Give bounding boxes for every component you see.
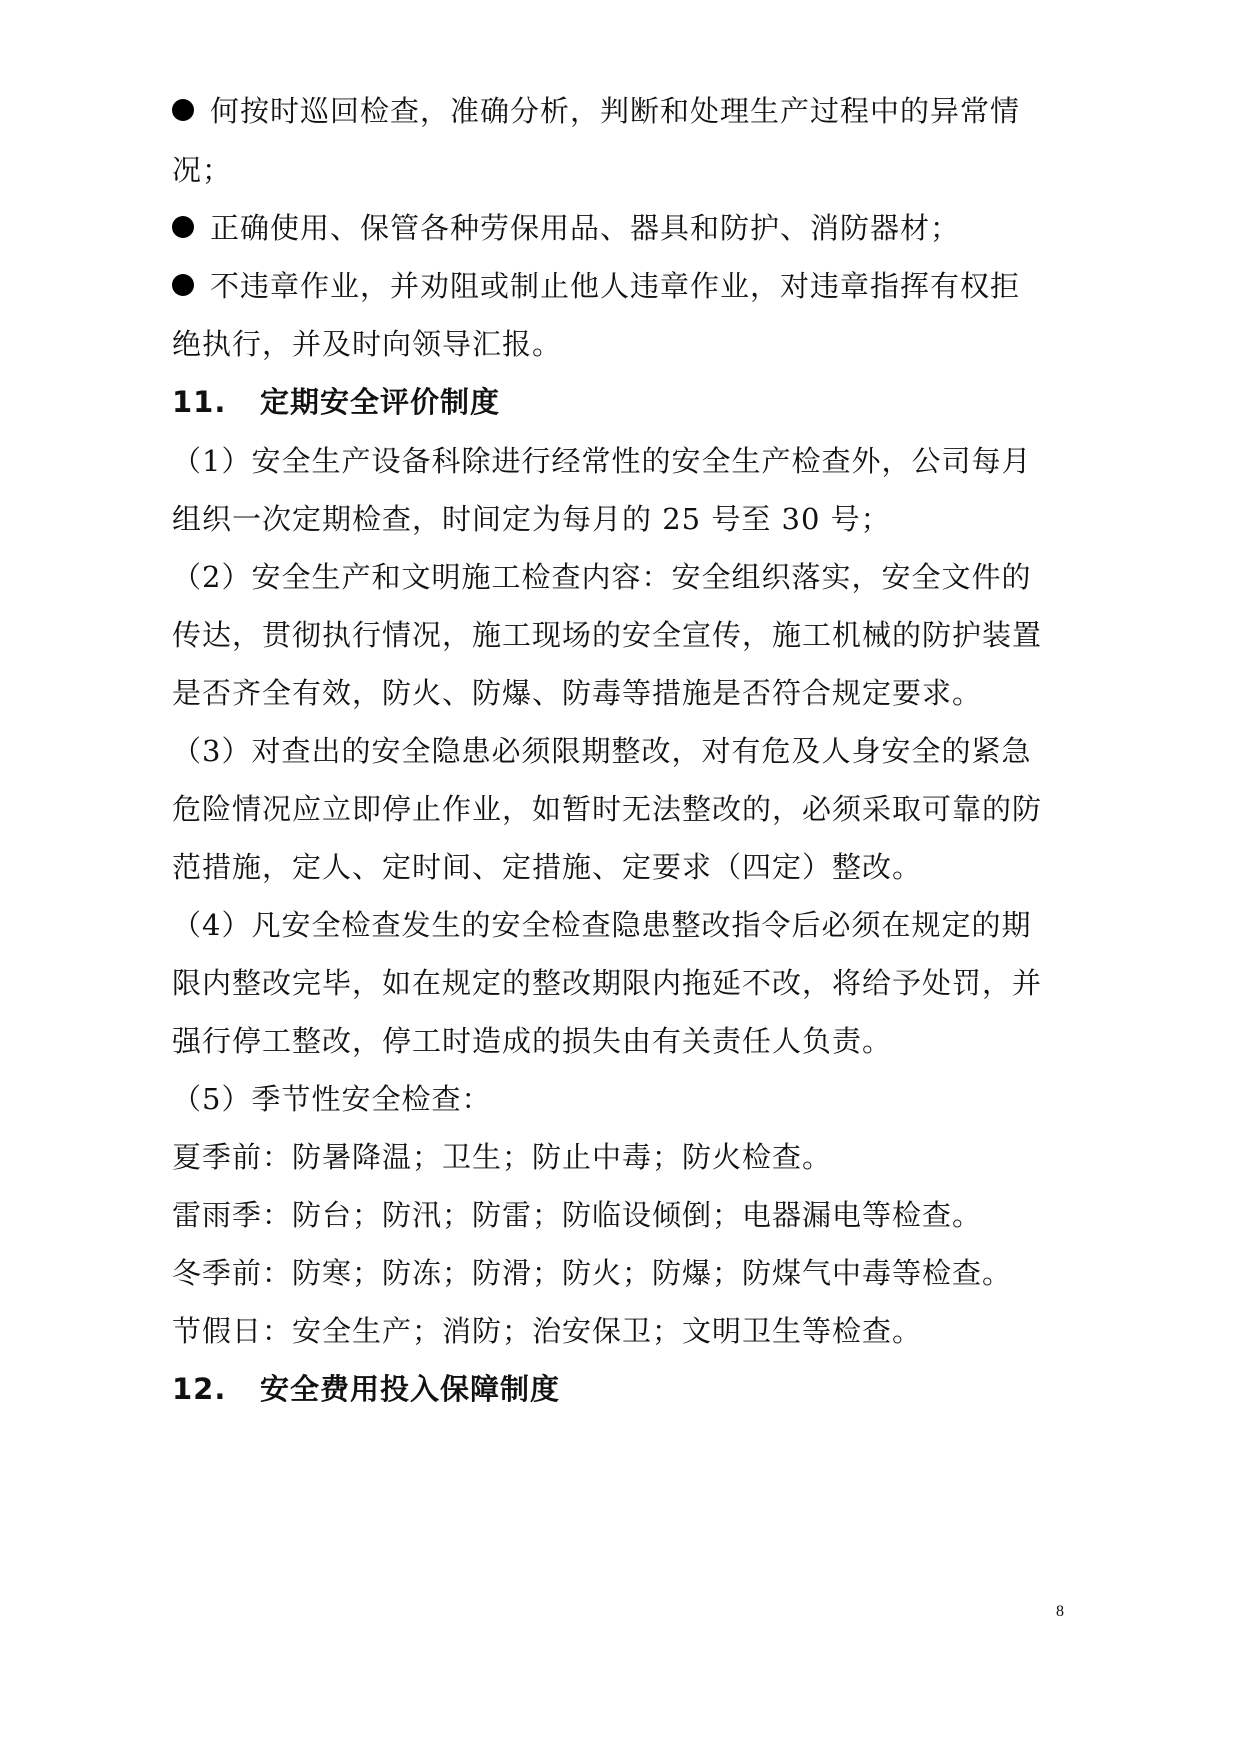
section-number: 11. — [172, 385, 227, 419]
text-line: （3）对查出的安全隐患必须限期整改，对有危及人身安全的紧急 — [172, 734, 1032, 768]
text-line: 正确使用、保管各种劳保用品、器具和防护、消防器材； — [210, 211, 961, 245]
text-line: 传达，贯彻执行情况，施工现场的安全宣传，施工机械的防护装置 — [172, 618, 1043, 652]
section-heading — [172, 1356, 1072, 1422]
text-line: 限内整改完毕，如在规定的整改期限内拖延不改，将给予处罚，并 — [172, 966, 1043, 1000]
text-line: （1）安全生产设备科除进行经常性的安全生产检查外，公司每月 — [172, 444, 1032, 478]
text-line: （5）季节性安全检查： — [172, 1082, 492, 1116]
text-line: 强行停工整改，停工时造成的损失由有关责任人负责。 — [172, 1024, 893, 1058]
text-line: （2）安全生产和文明施工检查内容：安全组织落实，安全文件的 — [172, 560, 1032, 594]
text-line: 是否齐全有效，防火、防爆、防毒等措施是否符合规定要求。 — [172, 676, 983, 710]
text-line: 况； — [172, 153, 233, 187]
bullet-item — [172, 195, 1072, 261]
bullet-icon — [172, 274, 194, 296]
text-line: 不违章作业，并劝阻或制止他人违章作业，对违章指挥有权拒 — [210, 269, 1021, 303]
bullet-icon — [172, 99, 194, 121]
text-line: （4）凡安全检查发生的安全检查隐患整改指令后必须在规定的期 — [172, 908, 1032, 942]
section-heading — [172, 369, 1072, 435]
page-number: 8 — [1056, 1603, 1064, 1620]
text-line: 何按时巡回检查，准确分析，判断和处理生产过程中的异常情 — [210, 94, 1021, 128]
bullet-item — [172, 253, 1072, 319]
text-line: 绝执行，并及时向领导汇报。 — [172, 327, 563, 361]
text-line: 范措施，定人、定时间、定措施、定要求（四定）整改。 — [172, 850, 923, 884]
section-title: 安全费用投入保障制度 — [260, 1372, 561, 1406]
section-number: 12. — [172, 1372, 227, 1406]
section-title: 定期安全评价制度 — [260, 385, 501, 419]
text-line: 雷雨季：防台；防汛；防雷；防临设倾倒；电器漏电等检查。 — [172, 1198, 983, 1232]
text-line: 组织一次定期检查，时间定为每月的 25 号至 30 号； — [172, 502, 891, 536]
bullet-item — [172, 78, 1072, 144]
bullet-icon — [172, 216, 194, 238]
text-line: 危险情况应立即停止作业，如暂时无法整改的，必须采取可靠的防 — [172, 792, 1043, 826]
text-line: 冬季前：防寒；防冻；防滑；防火；防爆；防煤气中毒等检查。 — [172, 1256, 1013, 1290]
text-line: 节假日：安全生产；消防；治安保卫；文明卫生等检查。 — [172, 1314, 923, 1348]
text-line: 夏季前：防暑降温；卫生；防止中毒；防火检查。 — [172, 1140, 833, 1174]
